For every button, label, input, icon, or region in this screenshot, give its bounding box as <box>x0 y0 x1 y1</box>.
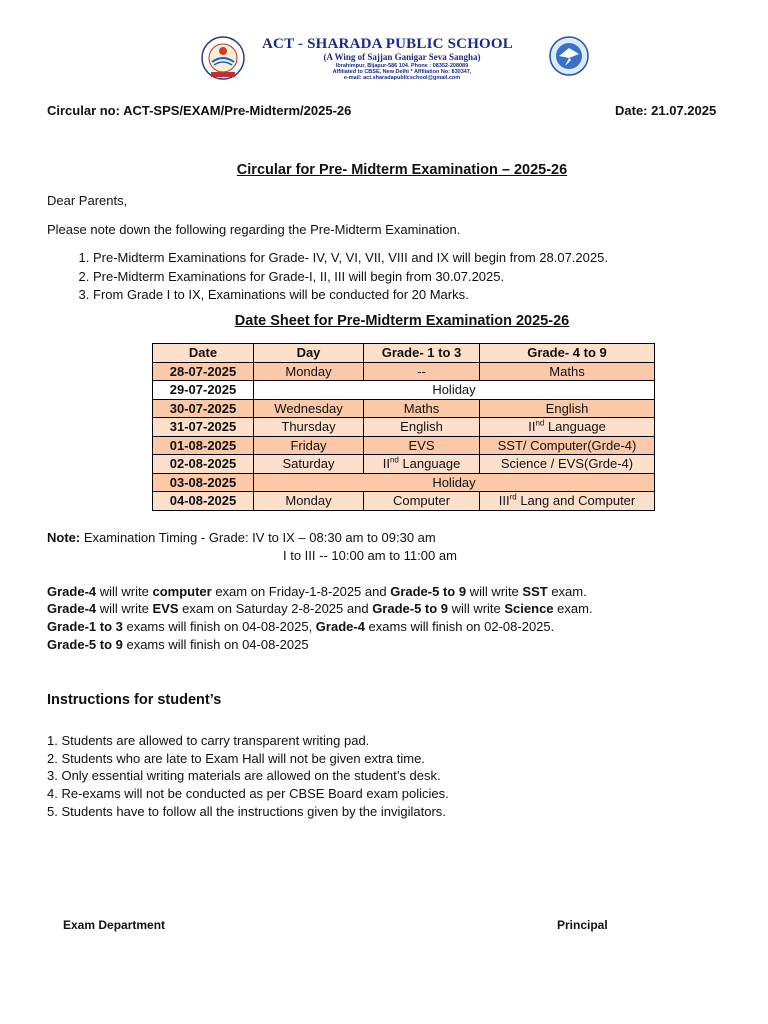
circular-title: Circular for Pre- Midterm Examination – 2025-26 <box>236 162 568 178</box>
cell-day: Thursday <box>254 418 364 437</box>
cell-date: 30-07-2025 <box>153 399 254 418</box>
cell-grade-1-3: -- <box>364 362 480 381</box>
signature-exam-department: Exam Department <box>63 918 166 932</box>
table-header-row <box>153 344 655 363</box>
signature-principal: Principal <box>557 918 608 932</box>
table-row <box>153 399 655 418</box>
header-grade-1-3: Grade- 1 to 3 <box>364 344 480 363</box>
grade-note-4 <box>47 637 309 652</box>
timing-note <box>47 530 436 545</box>
cell-grade-4-9: Science / EVS(Grde-4) <box>480 455 655 474</box>
school-emblem-logo <box>194 34 252 82</box>
points-list <box>47 249 608 305</box>
cell-grade-1-3: Computer <box>364 492 480 511</box>
header-day: Day <box>254 344 364 363</box>
school-address: Ibrahimpur, Bijapur-586 104. Phone : 08352-208089 <box>335 63 469 69</box>
list-item: 1. Pre-Midterm Examinations for Grade- IV, V, VI, VII, VIII and IX will begin from 28.07.2025. <box>93 249 608 268</box>
list-item: 2. Pre-Midterm Examinations for Grade-I, II, III will begin from 30.07.2025. <box>93 268 608 287</box>
bold-text: Science <box>504 601 554 616</box>
school-subtitle: (A Wing of Sajjan Ganigar Seva Sangha) <box>323 52 481 62</box>
school-email: e-mail: act.sharadapublicschool@gmail.com <box>343 75 461 81</box>
cell-day: Friday <box>254 436 364 455</box>
intro-text: Please note down the following regarding the Pre-Midterm Examination. <box>47 222 461 237</box>
text: exam. <box>553 601 593 616</box>
table-row <box>153 436 655 455</box>
instruction-item: 2. Students who are late to Exam Hall will not be given extra time. <box>47 751 425 766</box>
grade-note-1 <box>47 584 587 599</box>
cell-grade-4-9 <box>480 418 655 437</box>
instruction-item: 4. Re-exams will not be conducted as per CBSE Board exam policies. <box>47 786 449 801</box>
cell-text: Language <box>398 456 461 472</box>
grade-note-2 <box>47 601 593 616</box>
text: exam. <box>547 584 587 599</box>
bold-text: Grade-5 to 9 <box>372 601 449 616</box>
cell-text: II <box>382 456 390 472</box>
cell-date: 04-08-2025 <box>153 492 254 511</box>
cell-day: Monday <box>254 492 364 511</box>
bold-text: Grade-4 <box>47 601 97 616</box>
school-affiliation: Affiliated to CBSE, New Delhi * Affiliation No: 830347, <box>332 69 472 75</box>
school-name: ACT - SHARADA PUBLIC SCHOOL <box>262 36 513 52</box>
cell-date: 03-08-2025 <box>153 473 254 492</box>
bold-text: Grade-5 to 9 <box>390 584 467 599</box>
superscript: nd <box>389 455 399 465</box>
table-row <box>153 455 655 474</box>
cell-grade-4-9: English <box>480 399 655 418</box>
cell-text: III <box>498 493 510 509</box>
datesheet-title: Date Sheet for Pre-Midterm Examination 2025-26 <box>234 313 570 329</box>
cell-holiday: Holiday <box>254 381 655 400</box>
cell-grade-1-3 <box>364 455 480 474</box>
table-row <box>153 381 655 400</box>
cell-day: Monday <box>254 362 364 381</box>
bold-text: Grade-4 <box>47 584 97 599</box>
text: will write <box>96 601 153 616</box>
table-row <box>153 418 655 437</box>
text: will write <box>466 584 523 599</box>
instruction-item: 1. Students are allowed to carry transparent writing pad. <box>47 733 370 748</box>
bold-text: computer <box>152 584 212 599</box>
note-line1: Examination Timing - Grade: IV to IX – 08:30 am to 09:30 am <box>80 530 436 545</box>
table-row <box>153 473 655 492</box>
dove-globe-logo <box>547 32 591 80</box>
header-grade-4-9: Grade- 4 to 9 <box>480 344 655 363</box>
grade-note-3 <box>47 619 554 634</box>
cell-text: Language <box>544 419 606 435</box>
table-row <box>153 492 655 511</box>
text: will write <box>96 584 153 599</box>
bold-text: Grade-4 <box>315 619 365 634</box>
list-item: 3. From Grade I to IX, Examinations will be conducted for 20 Marks. <box>93 286 608 305</box>
text: exams will finish on 04-08-2025 <box>122 637 309 652</box>
cell-grade-4-9: SST/ Computer(Grde-4) <box>480 436 655 455</box>
cell-holiday: Holiday <box>254 473 655 492</box>
cell-date: 01-08-2025 <box>153 436 254 455</box>
cell-date: 02-08-2025 <box>153 455 254 474</box>
bold-text: Grade-5 to 9 <box>47 637 123 652</box>
bold-text: Grade-1 to 3 <box>47 619 123 634</box>
text: exam on Saturday 2-8-2025 and <box>178 601 373 616</box>
cell-date: 28-07-2025 <box>153 362 254 381</box>
cell-grade-4-9 <box>480 492 655 511</box>
instruction-item: 3. Only essential writing materials are allowed on the student’s desk. <box>47 768 441 783</box>
text: exams will finish on 02-08-2025. <box>364 619 555 634</box>
cell-day: Saturday <box>254 455 364 474</box>
cell-grade-1-3: English <box>364 418 480 437</box>
cell-date: 29-07-2025 <box>153 381 254 400</box>
table-row <box>153 362 655 381</box>
cell-grade-1-3: Maths <box>364 399 480 418</box>
cell-grade-4-9: Maths <box>480 362 655 381</box>
header-date: Date <box>153 344 254 363</box>
cell-text: Lang and Computer <box>516 493 636 509</box>
bold-text: SST <box>522 584 548 599</box>
note-label: Note: <box>47 530 81 545</box>
bold-text: EVS <box>152 601 179 616</box>
circular-date: Date: 21.07.2025 <box>615 103 717 118</box>
note-line2: I to III -- 10:00 am to 11:00 am <box>283 548 457 563</box>
cell-date: 31-07-2025 <box>153 418 254 437</box>
superscript: nd <box>535 418 545 428</box>
text: exam on Friday-1-8-2025 and <box>211 584 391 599</box>
cell-text: II <box>528 419 536 435</box>
instruction-item: 5. Students have to follow all the instructions given by the invigilators. <box>47 804 446 819</box>
datesheet-table <box>152 343 655 511</box>
text: exams will finish on 04-08-2025, <box>122 619 316 634</box>
salutation: Dear Parents, <box>47 193 128 208</box>
cell-grade-1-3: EVS <box>364 436 480 455</box>
instructions-title: Instructions for student’s <box>47 692 222 708</box>
superscript: rd <box>509 492 517 502</box>
text: will write <box>448 601 505 616</box>
circular-number: Circular no: ACT-SPS/EXAM/Pre-Midterm/2025-26 <box>47 103 352 118</box>
cell-day: Wednesday <box>254 399 364 418</box>
